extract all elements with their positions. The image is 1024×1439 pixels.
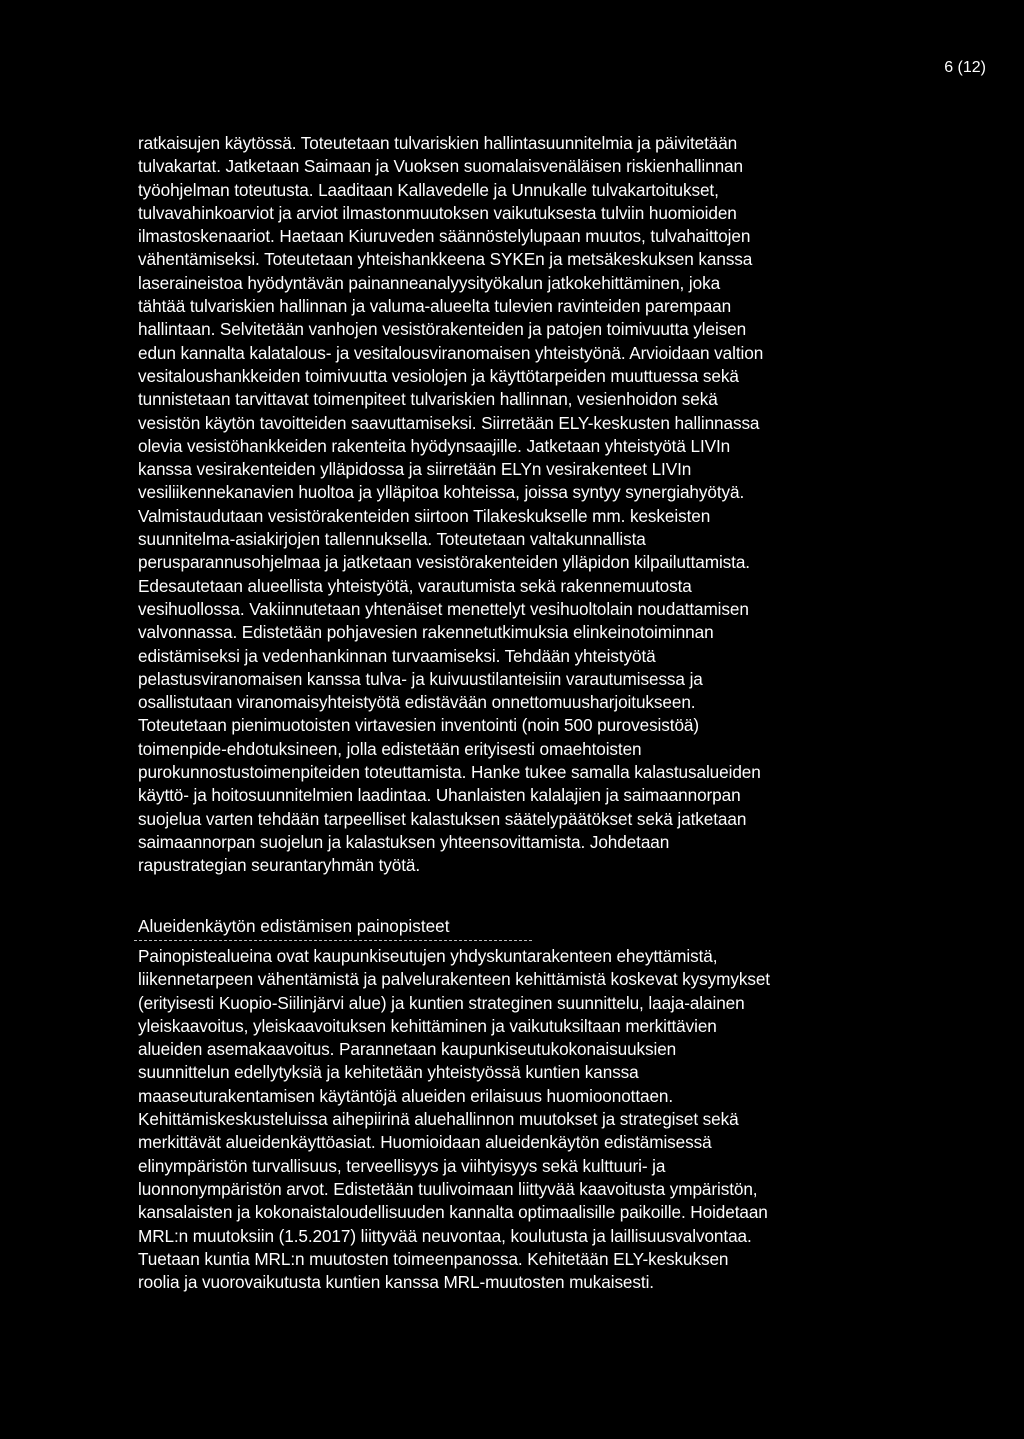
text-line: kansalaisten ja kokonaistaloudellisuuden kannalta optimaalisille paikoille. Hoidetaan (138, 1202, 768, 1223)
text-line: tähtää tulvariskien hallinnan ja valuma-alueelta tulevien ravinteiden parempaan (138, 296, 732, 317)
text-line: (erityisesti Kuopio-Siilinjärvi alue) ja kuntien strateginen suunnittelu, laaja-alainen (138, 992, 745, 1013)
page-number: 6 (12) (944, 59, 986, 76)
text-line: käyttö- ja hoitosuunnitelmien laadintaa. Uhanlaisten kalalajien ja saimaannorpan (138, 785, 741, 806)
text-line: vähentämiseksi. Toteutetaan yhteishankkeena SYKEn ja metsäkeskuksen kanssa (138, 249, 753, 270)
text-line: liikennetarpeen vähentämistä ja palvelurakenteen kehittämistä koskevat kysymykset (138, 969, 770, 990)
heading-underline (134, 940, 532, 941)
text-line: Toteutetaan pienimuotoisten virtavesien inventointi (noin 500 purovesistöä) (138, 715, 699, 736)
text-line: luonnonympäristön arvot. Edistetään tuulivoimaan liittyvää kaavoitusta ympäristön, (138, 1178, 758, 1199)
paragraph-land-use (138, 945, 898, 1294)
text-line: tulvavahinkoarviot ja arviot ilmastonmuutoksen vaikutuksesta tulviin huomioiden (138, 202, 737, 223)
text-line: valvonnassa. Edistetään pohjavesien rakennetutkimuksia elinkeinotoiminnan (138, 622, 714, 643)
text-line: edistämiseksi ja vedenhankinnan turvaamiseksi. Tehdään yhteistyötä (138, 645, 656, 666)
text-line: Painopistealueina ovat kaupunkiseutujen yhdyskuntarakenteen eheyttämistä, (138, 946, 718, 966)
text-line: Tuetaan kuntia MRL:n muutosten toimeenpanossa. Kehitetään ELY-keskuksen (138, 1248, 729, 1269)
text-line: pelastusviranomaisen kanssa tulva- ja kuivuustilanteisiin varautumisessa ja (138, 668, 703, 689)
text-line: edun kannalta kalatalous- ja vesitalousviranomaisen yhteistyönä. Arvioidaan valtion (138, 342, 764, 363)
paragraph-water-management (138, 132, 898, 878)
text-line: kanssa vesirakenteiden ylläpidossa ja siirretään ELYn vesirakenteet LIVIn (138, 459, 692, 480)
text-line: suunnittelun edellytyksiä ja kehitetään yhteistyössä kuntien kanssa (138, 1062, 639, 1083)
text-line: vesiliikennekanavien huoltoa ja ylläpitoa kohteissa, joissa syntyy synergiahyötyä. (138, 482, 745, 503)
text-line: purokunnostustoimenpiteiden toteuttamista. Hanke tukee samalla kalastusalueiden (138, 762, 761, 783)
text-line: toimenpide-ehdotuksineen, jolla edistetään erityisesti omaehtoisten (138, 738, 642, 759)
text-line: olevia vesistöhankkeiden rakenteita hyödynsaajille. Jatketaan yhteistyötä LIVIn (138, 435, 731, 456)
text-line: ratkaisujen käytössä. Toteutetaan tulvariskien hallintasuunnitelmia ja päivitetään (138, 133, 738, 153)
text-line: ilmastoskenaariot. Haetaan Kiuruveden säännöstelylupaan muutos, tulvahaittojen (138, 226, 751, 247)
text-line: vesihuollossa. Vakiinnutetaan yhtenäiset menettelyt vesihuoltolain noudattamisen (138, 598, 749, 619)
text-line: roolia ja vuorovaikutusta kuntien kanssa MRL-muutosten mukaisesti. (138, 1272, 654, 1293)
text-line: tulvakartat. Jatketaan Saimaan ja Vuoksen suomalaisvenäläisen riskienhallinnan (138, 156, 743, 177)
text-line: tunnistetaan tarvittavat toimenpiteet tulvariskien hallinnan, vesienhoidon sekä (138, 389, 718, 410)
text-line: Valmistaudutaan vesistörakenteiden siirtoon Tilakeskukselle mm. keskeisten (138, 505, 711, 526)
text-line: rapustrategian seurantaryhmän työtä. (138, 855, 421, 876)
text-line: saimaannorpan suojelun ja kalastuksen yhteensovittamista. Johdetaan (138, 831, 670, 852)
text-line: työohjelman toteutusta. Laaditaan Kallavedelle ja Unnukalle tulvakartoitukset, (138, 179, 719, 200)
text-line: alueiden asemakaavoitus. Parannetaan kaupunkiseutukokonaisuuksien (138, 1039, 677, 1060)
text-line: suojelua varten tehdään tarpeelliset kalastuksen säätelypäätökset sekä jatketaan (138, 808, 747, 829)
text-line: MRL:n muutoksiin (1.5.2017) liittyvää neuvontaa, koulutusta ja laillisuusvalvontaa. (138, 1225, 752, 1246)
text-line: vesitaloushankkeiden toimivuutta vesiolojen ja käyttötarpeiden muuttuessa sekä (138, 365, 739, 386)
text-line: maaseuturakentamisen käytäntöjä alueiden erilaisuus huomioonottaen. (138, 1085, 674, 1106)
text-line: suunnitelma-asiakirjojen tallennuksella. Toteutetaan valtakunnallista (138, 529, 646, 550)
text-line: vesistön käytön tavoitteiden saavuttamiseksi. Siirretään ELY-keskusten hallinnassa (138, 412, 760, 433)
section-heading: Alueidenkäytön edistämisen painopisteet (138, 916, 450, 936)
text-line: merkittävät alueidenkäyttöasiat. Huomioidaan alueidenkäytön edistämisessä (138, 1132, 712, 1153)
text-line: yleiskaavoitus, yleiskaavoituksen kehittäminen ja vaikutuksiltaan merkittävien (138, 1015, 717, 1036)
text-line: laseraineistoa hyödyntävän painanneanalyysityökalun jatkokehittäminen, joka (138, 272, 721, 293)
text-line: osallistutaan viranomaisyhteistyötä edistävään onnettomuusharjoitukseen. (138, 692, 696, 713)
text-line: elinympäristön turvallisuus, terveellisyys ja viihtyisyys sekä kulttuuri- ja (138, 1155, 666, 1176)
text-line: hallintaan. Selvitetään vanhojen vesistörakenteiden ja patojen toimivuutta yleisen (138, 319, 747, 340)
text-line: Kehittämiskeskusteluissa aihepiirinä aluehallinnon muutokset ja strategiset sekä (138, 1109, 739, 1130)
text-line: perusparannusohjelmaa ja jatketaan vesistörakenteiden ylläpidon kilpailuttamista. (138, 552, 750, 573)
text-line: Edesautetaan alueellista yhteistyötä, varautumista sekä rakennemuutosta (138, 575, 692, 596)
